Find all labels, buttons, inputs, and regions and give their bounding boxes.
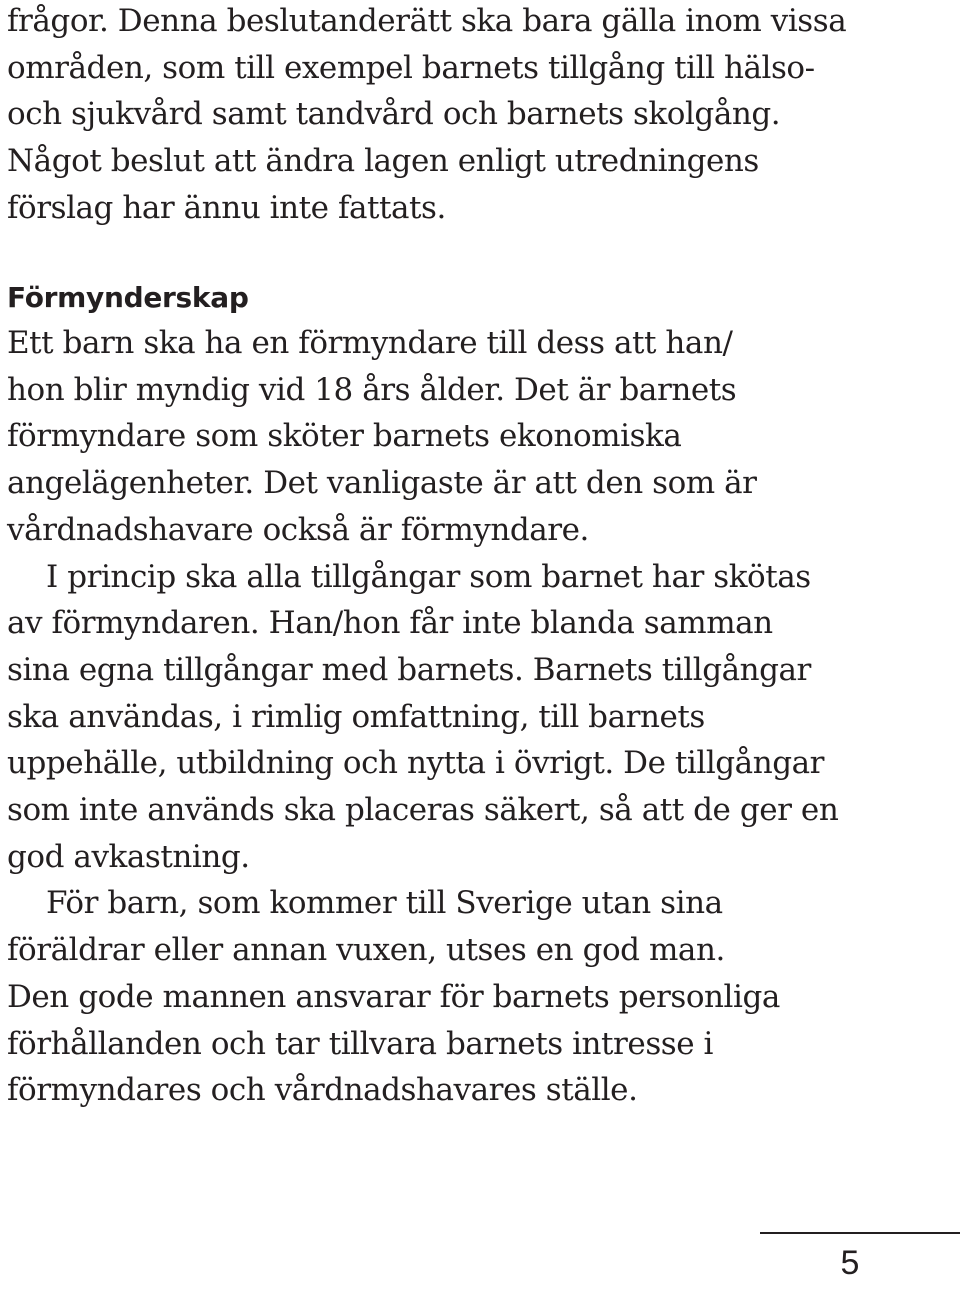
text-line: och sjukvård samt tandvård och barnets skolgång. (7, 96, 781, 133)
text-line: vårdnadshavare också är förmyndare. (7, 511, 589, 548)
text-line: förmyndare som sköter barnets ekonomiska (7, 418, 682, 455)
text-line: förmyndares och vårdnadshavares ställe. (7, 1072, 638, 1109)
section-heading: Förmynderskap (7, 281, 249, 314)
paragraph-2 (7, 554, 952, 881)
text-line: förhållanden och tar tillvara barnets intresse i (7, 1025, 714, 1062)
text-line: förslag har ännu inte fattats. (7, 189, 446, 226)
text-line: sina egna tillgångar med barnets. Barnets tillgångar (7, 651, 811, 688)
text-line: som inte används ska placeras säkert, så att de ger en (7, 792, 839, 829)
text-line: ska användas, i rimlig omfattning, till barnets (7, 698, 705, 735)
section-body (7, 320, 952, 1114)
text-line: föräldrar eller annan vuxen, utses en god man. (7, 932, 725, 969)
paragraph-1 (7, 320, 952, 554)
text-line: god avkastning. (7, 838, 250, 875)
text-line: frågor. Denna beslutanderätt ska bara gälla inom vissa (7, 3, 847, 39)
text-line: områden, som till exempel barnets tillgång till hälso- (7, 49, 815, 86)
text-line: Något beslut att ändra lagen enligt utredningens (7, 143, 759, 180)
text-line: av förmyndaren. Han/hon får inte blanda samman (7, 605, 773, 642)
text-line: Ett barn ska ha en förmyndare till dess att han/ (7, 325, 733, 361)
text-line: angelägenheter. Det vanligaste är att den som är (7, 465, 757, 502)
text-line: hon blir myndig vid 18 års ålder. Det är barnets (7, 371, 737, 408)
text-line: För barn, som kommer till Sverige utan sina (46, 885, 723, 922)
text-line: uppehälle, utbildning och nytta i övrigt. De tillgångar (7, 745, 825, 782)
paragraph-3 (7, 880, 952, 1114)
footer-rule (760, 1232, 960, 1234)
text-line: Den gode mannen ansvarar för barnets personliga (7, 978, 780, 1015)
intro-paragraph (7, 0, 952, 232)
page-number: 5 (840, 1244, 860, 1282)
text-line: I princip ska alla tillgångar som barnet har skötas (46, 558, 811, 595)
